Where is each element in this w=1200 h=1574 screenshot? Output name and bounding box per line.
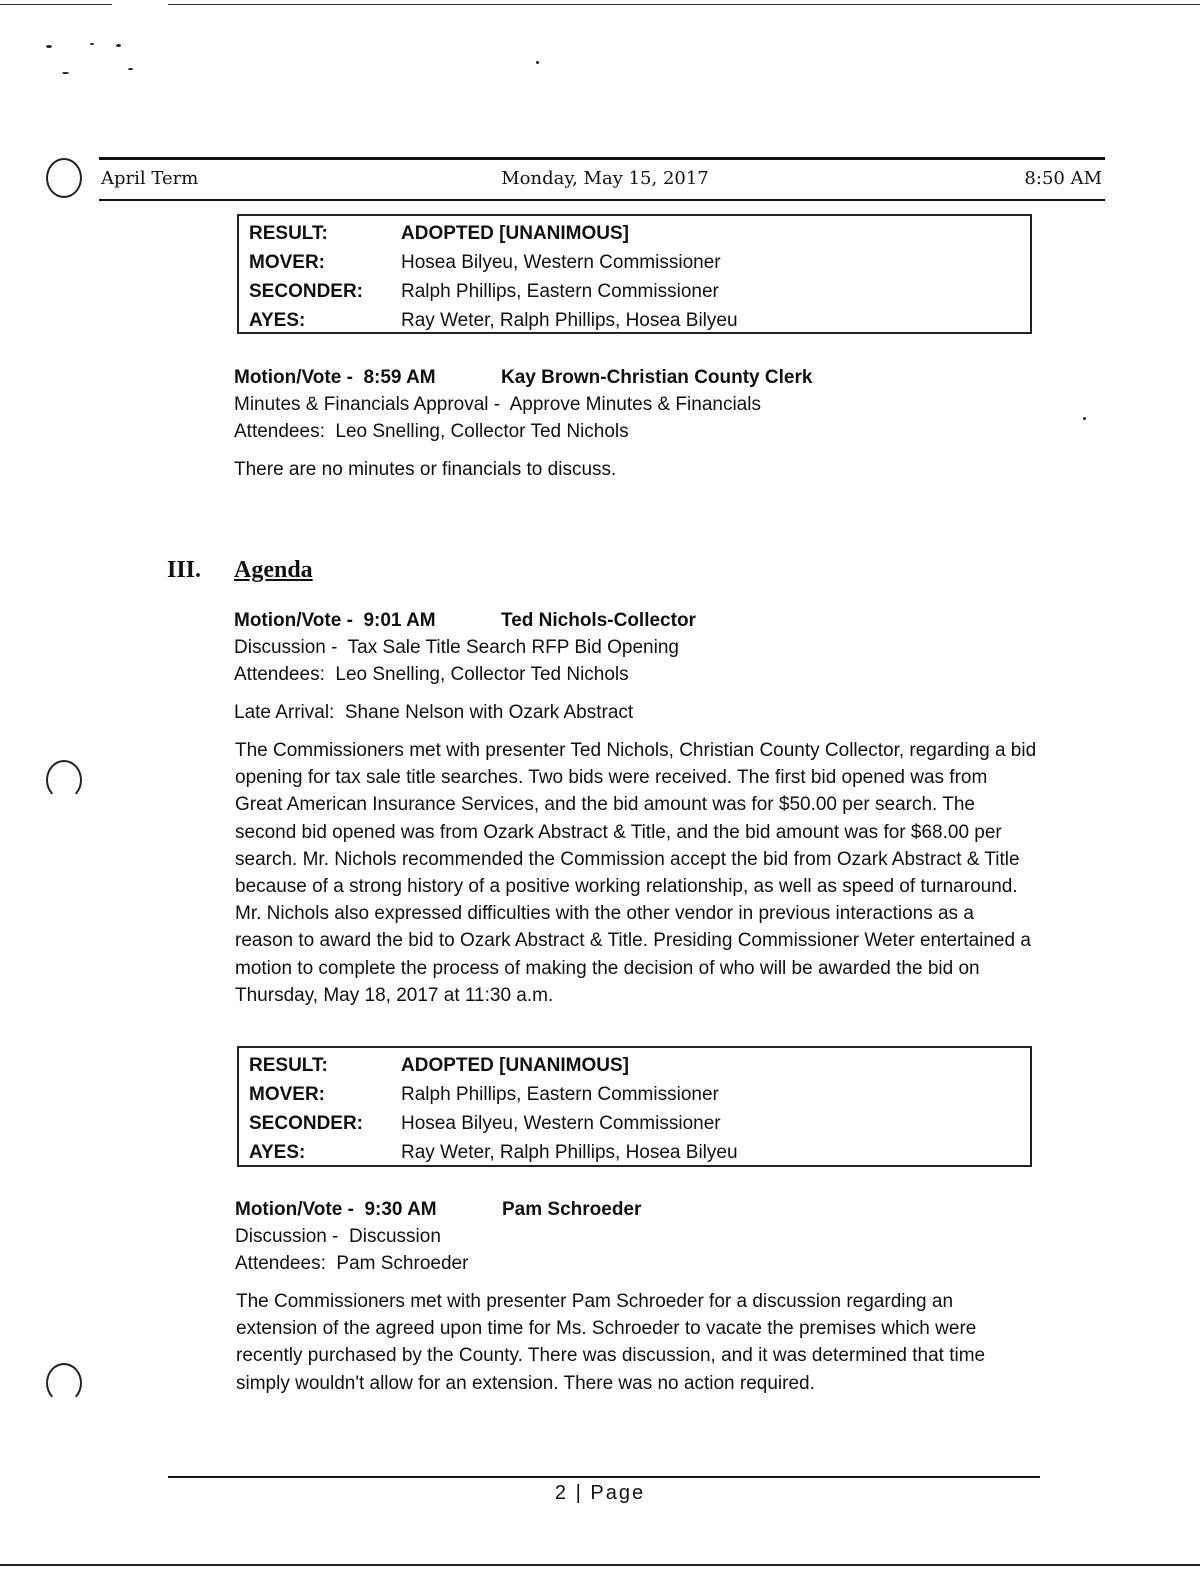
seconder-value: Hosea Bilyeu, Western Commissioner bbox=[401, 1113, 721, 1134]
scan-speck bbox=[116, 44, 121, 47]
motion-label bbox=[234, 364, 436, 391]
item-body: The Commissioners met with presenter Pam Schroeder for a discussion regarding an extension of the agreed upon time for Ms. Schroeder to vacate the premises which were recently purchased by the County. There was discussion, and it was determined that time simply wouldn't allow for an extension. There was no action required. bbox=[236, 1291, 986, 1394]
scan-speck bbox=[128, 68, 133, 70]
section-numeral: III. bbox=[167, 557, 202, 583]
mover-label: MOVER: bbox=[249, 252, 325, 273]
ayes-row bbox=[249, 1138, 1030, 1167]
scan-speck bbox=[62, 72, 69, 74]
seconder-row bbox=[249, 277, 1030, 306]
vote-result-box bbox=[237, 1046, 1032, 1167]
mover-label: MOVER: bbox=[249, 1084, 325, 1105]
item-topic: Discussion - Tax Sale Title Search RFP Bid Opening bbox=[234, 637, 679, 658]
ayes-label: AYES: bbox=[249, 310, 306, 331]
late-arrival: Late Arrival: Shane Nelson with Ozark Abstract bbox=[234, 702, 634, 723]
result-row bbox=[249, 219, 1030, 248]
ayes-value: Ray Weter, Ralph Phillips, Hosea Bilyeu bbox=[401, 310, 738, 331]
ayes-label: AYES: bbox=[249, 1142, 306, 1163]
item-attendees: Attendees: Pam Schroeder bbox=[235, 1253, 469, 1274]
ayes-row bbox=[249, 306, 1030, 335]
motion-label bbox=[234, 607, 436, 634]
result-label: RESULT: bbox=[249, 223, 328, 244]
motion-time: 8:59 AM bbox=[363, 367, 436, 388]
motion-label bbox=[235, 1196, 437, 1223]
item-body: The Commissioners met with presenter Ted Nichols, Christian County Collector, regarding a bid opening for tax sale title searches. Two bids were received. The first bid opened was from Great American Insurance Services, and the bid amount was for $50.00 per search. The second bid opened was from Ozark Abstract & Title, and the bid amount was for $68.00 per search. Mr. Nichols recommended the Commission accept the bid from Ozark Abstract & Title because of a strong history of a positive working relationship, as well as speed of turnaround. Mr. Nichols also expressed difficulties with the other vendor in previous interactions as a reason to award the bid to Ozark Abstract & Title. Presiding Commissioner Weter entertained a motion to complete the process of making the decision of who will be awarded the bid on Thursday, May 18, 2017 at 11:30 a.m. bbox=[235, 740, 1037, 1006]
header-term: April Term bbox=[101, 168, 199, 189]
motion-vote-label: Motion/Vote - bbox=[234, 367, 353, 388]
page-label: | Page bbox=[575, 1482, 646, 1504]
result-row bbox=[249, 1051, 1030, 1080]
seconder-label: SECONDER: bbox=[249, 281, 364, 302]
scan-speck bbox=[90, 43, 94, 45]
scan-edge-line bbox=[0, 1564, 1200, 1566]
header-rule-bottom bbox=[99, 199, 1105, 201]
seconder-row bbox=[249, 1109, 1030, 1138]
footer-rule bbox=[168, 1476, 1040, 1478]
motion-vote-label: Motion/Vote - bbox=[234, 610, 353, 631]
mover-value: Ralph Phillips, Eastern Commissioner bbox=[401, 1084, 719, 1105]
ayes-value: Ray Weter, Ralph Phillips, Hosea Bilyeu bbox=[401, 1142, 738, 1163]
item-attendees: Attendees: Leo Snelling, Collector Ted Nichols bbox=[234, 664, 629, 685]
seconder-label: SECONDER: bbox=[249, 1113, 364, 1134]
presenter-name: Kay Brown-Christian County Clerk bbox=[501, 367, 813, 388]
motion-time: 9:01 AM bbox=[363, 610, 436, 631]
header-rule-top bbox=[99, 157, 1105, 160]
item-topic: Discussion - Discussion bbox=[235, 1226, 441, 1247]
mover-row bbox=[249, 1080, 1030, 1109]
mover-value: Hosea Bilyeu, Western Commissioner bbox=[401, 252, 721, 273]
item-topic: Minutes & Financials Approval - Approve Minutes & Financials bbox=[234, 394, 761, 415]
result-value: ADOPTED [UNANIMOUS] bbox=[401, 1055, 629, 1076]
scan-speck bbox=[46, 45, 52, 48]
vote-result-box bbox=[237, 214, 1032, 334]
section-title: Agenda bbox=[234, 557, 313, 583]
scan-edge-line bbox=[168, 4, 1200, 5]
punch-hole-bottom bbox=[46, 1363, 82, 1403]
result-label: RESULT: bbox=[249, 1055, 328, 1076]
seconder-value: Ralph Phillips, Eastern Commissioner bbox=[401, 281, 719, 302]
page-number-value: 2 bbox=[554, 1482, 569, 1504]
result-value: ADOPTED [UNANIMOUS] bbox=[401, 223, 629, 244]
scan-speck bbox=[1083, 417, 1086, 420]
punch-hole-middle bbox=[46, 760, 82, 800]
motion-time: 9:30 AM bbox=[364, 1199, 437, 1220]
mover-row bbox=[249, 248, 1030, 277]
presenter-name: Ted Nichols-Collector bbox=[501, 610, 696, 631]
page-number bbox=[0, 1482, 1200, 1505]
header-time: 8:50 AM bbox=[1024, 168, 1102, 189]
scan-edge-line bbox=[0, 4, 112, 5]
header-date: Monday, May 15, 2017 bbox=[501, 168, 709, 189]
motion-vote-label: Motion/Vote - bbox=[235, 1199, 354, 1220]
scan-speck bbox=[536, 61, 539, 64]
presenter-name: Pam Schroeder bbox=[502, 1199, 642, 1220]
item-note: There are no minutes or financials to discuss. bbox=[234, 459, 617, 480]
item-attendees: Attendees: Leo Snelling, Collector Ted Nichols bbox=[234, 421, 629, 442]
